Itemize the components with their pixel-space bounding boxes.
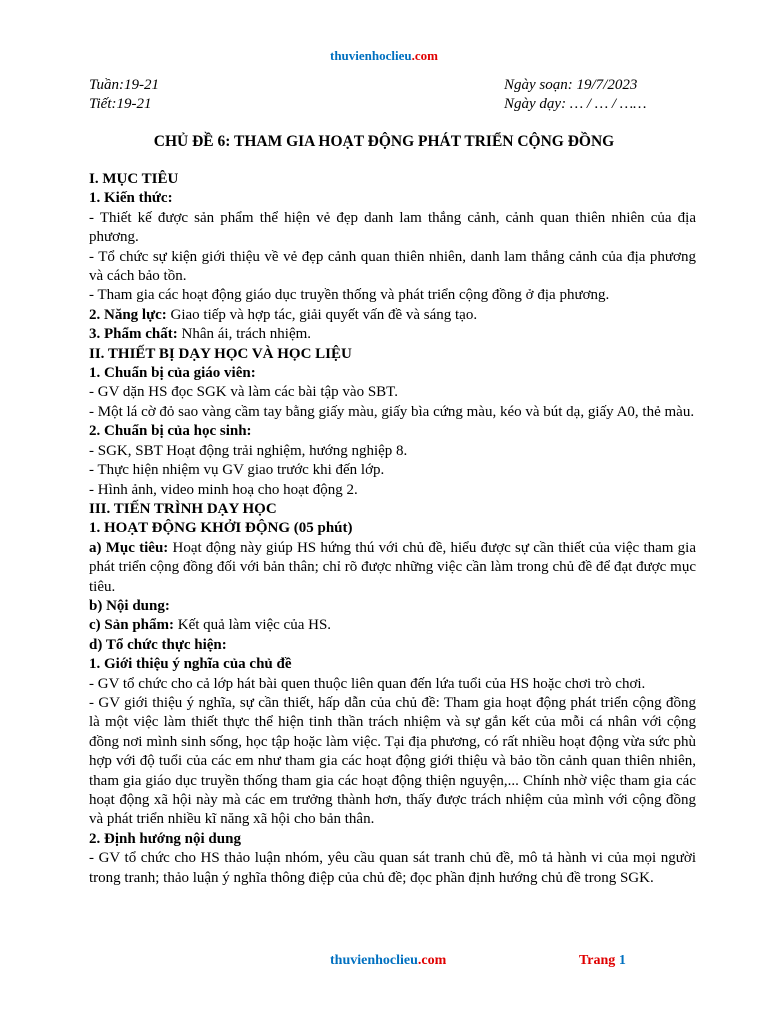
prepared-date: Ngày soạn: 19/7/2023 [504, 77, 638, 93]
organization-heading: d) Tổ chức thực hiện: [89, 636, 227, 653]
footer-site-link[interactable] [330, 953, 446, 969]
goal-label: a) Mục tiêu: [89, 539, 169, 556]
ability-line [89, 306, 696, 325]
quality-line [89, 325, 696, 344]
orientation-heading: 2. Định hướng nội dung [89, 830, 241, 847]
goal-line [89, 539, 696, 597]
product-text: Kết quả làm việc của HS. [174, 617, 332, 634]
student-prep-item-1: - SGK, SBT Hoạt động trải nghiệm, hướng nghiệp 8. [89, 442, 408, 459]
knowledge-item-1: - Thiết kế được sản phẩm thể hiện vẻ đẹp danh lam thắng cảnh, cảnh quan thiên nhiên của địa phương. [89, 209, 696, 246]
knowledge-item-2: - Tổ chức sự kiện giới thiệu về vẻ đẹp cảnh quan thiên nhiên, danh lam thắng cảnh của địa phương và cách bảo tồn. [89, 248, 696, 285]
intro-heading: 1. Giới thiệu ý nghĩa của chủ đề [89, 656, 292, 673]
page-number [579, 953, 626, 969]
intro-item-1: - GV tổ chức cho cả lớp hát bài quen thuộc liên quan đến lứa tuổi của HS hoặc chơi trò chơi. [89, 675, 646, 692]
quality-label: 3. Phẩm chất: [89, 326, 178, 343]
site-name-part2: .com [411, 48, 438, 63]
week-label: Tuần:19-21 [89, 77, 160, 93]
site-header[interactable] [0, 48, 768, 64]
content-heading: b) Nội dung: [89, 597, 170, 614]
goal-text: Hoạt động này giúp HS hứng thú với chủ đề, hiểu được sự cần thiết của việc tham gia phát triển cộng đồng đối với bản thân; chỉ rõ được những việc cần làm trong chủ đề để đạt được mục tiêu. [89, 539, 697, 595]
section-heading-equipment: II. THIẾT BỊ DẠY HỌC VÀ HỌC LIỆU [89, 345, 352, 362]
footer-site-part2: .com [417, 953, 447, 968]
knowledge-item-3: - Tham gia các hoạt động giáo dục truyền thống và phát triển cộng đồng ở địa phương. [89, 287, 610, 304]
student-prep-item-3: - Hình ảnh, video minh hoạ cho hoạt động 2. [89, 481, 358, 498]
taught-date: Ngày dạy: … / … / …… [504, 96, 647, 112]
footer-site-part1: thuvienhoclieu [330, 953, 418, 968]
period-label: Tiết:19-21 [89, 96, 152, 112]
ability-label: 2. Năng lực: [89, 306, 167, 323]
page-label: Trang [579, 953, 619, 968]
ability-text: Giao tiếp và hợp tác, giải quyết vấn đề và sáng tạo. [166, 306, 478, 323]
page-footer [0, 953, 768, 973]
page-number-value: 1 [618, 953, 626, 968]
teacher-prep-item-1: - GV dặn HS đọc SGK và làm các bài tập vào SBT. [89, 384, 398, 401]
student-prep-heading: 2. Chuẩn bị của học sinh: [89, 423, 252, 440]
teacher-prep-item-2: - Một lá cờ đỏ sao vàng cầm tay bằng giấy màu, giấy bìa cứng màu, kéo và bút dạ, giấy A0, thẻ màu. [89, 403, 695, 420]
meta-right [504, 76, 647, 114]
activity-1-heading: 1. HOẠT ĐỘNG KHỞI ĐỘNG (05 phút) [89, 520, 353, 537]
document-title: CHỦ ĐỀ 6: THAM GIA HOẠT ĐỘNG PHÁT TRIỂN CỘNG ĐỒNG [153, 133, 615, 150]
section-heading-objectives: I. MỤC TIÊU [89, 171, 179, 187]
product-line [89, 616, 696, 635]
student-prep-item-2: - Thực hiện nhiệm vụ GV giao trước khi đến lớp. [89, 462, 385, 479]
orientation-item-1: - GV tổ chức cho HS thảo luận nhóm, yêu cầu quan sát tranh chủ đề, mô tả hành vi của mọi người trong tranh; thảo luận ý nghĩa thông điệp của chủ đề; đọc phần định hướng chủ đề trong SGK. [89, 850, 696, 886]
quality-text: Nhân ái, trách nhiệm. [177, 326, 312, 343]
document-body [89, 170, 696, 888]
site-name-part1: thuvienhoclieu [330, 48, 412, 63]
meta-left [89, 76, 159, 114]
teacher-prep-heading: 1. Chuẩn bị của giáo viên: [89, 365, 256, 382]
section-heading-process: III. TIẾN TRÌNH DẠY HỌC [89, 500, 277, 517]
product-label: c) Sản phẩm: [89, 617, 175, 634]
knowledge-heading: 1. Kiến thức: [89, 190, 173, 207]
intro-item-2: - GV giới thiệu ý nghĩa, sự cần thiết, hấp dẫn của chủ đề: Tham gia hoạt động phát triển cộng đồng là một việc làm thiết thực thể hiện tinh thần trách nhiệm và sự gắn kết của mỗi cá nhân với cộng đồng nơi mình sinh sống, học tập hoặc làm việc. Tại địa phương, có rất nhiều hoạt động vừa sức phù hợp với độ tuổi của các em như tham gia các hoạt động giới thiệu và bảo tồn cảnh quan thiên nhiên, tham gia giáo dục truyền thống tham gia các hoạt động thiện nguyện,... Chính nhờ việc tham gia các hoạt động xã hội này mà các em trưởng thành hơn, thấy được trách nhiệm của mình với cộng đồng và phát triển nhiều kĩ năng xã hội cho bản thân. [89, 694, 696, 828]
